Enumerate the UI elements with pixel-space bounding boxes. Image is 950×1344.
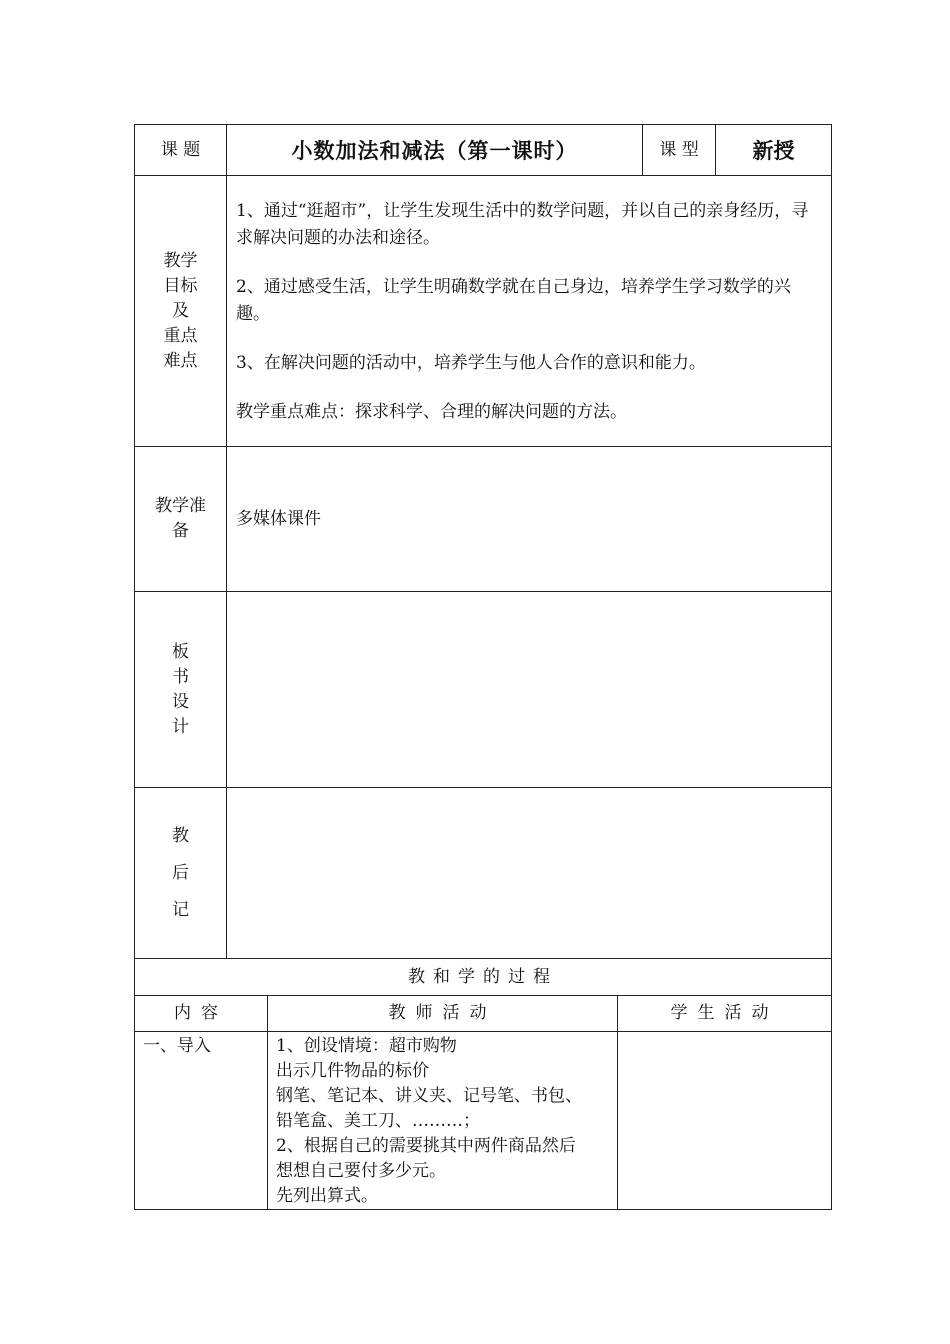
- process-title: 教和学的过程: [135, 959, 832, 996]
- goals-row: [135, 176, 832, 447]
- goal-item-3: 3、在解决问题的活动中，培养学生与他人合作的意识和能力。: [236, 353, 706, 373]
- process-column-headers: [135, 996, 832, 1032]
- process-row: [135, 1032, 832, 1210]
- process-table: [134, 958, 832, 1210]
- column-student-activity: 学生活动: [618, 996, 832, 1032]
- goals-content: [227, 176, 832, 447]
- topic-label: 课 题: [135, 125, 227, 176]
- board-design-label: 板 书 设 计: [135, 592, 227, 788]
- goals-label: 教学 目标 及 重点 难点: [135, 176, 227, 447]
- type-value: 新授: [716, 125, 832, 176]
- preparation-label: 教学准 备: [135, 447, 227, 592]
- preparation-content: 多媒体课件: [227, 447, 832, 592]
- column-teacher-activity: 教师活动: [268, 996, 618, 1032]
- process-row-teacher: 1、创设情境：超市购物 出示几件物品的标价 钢笔、笔记本、讲义夹、记号笔、书包、 铅笔盒、美工刀、………； 2、根据自己的需要挑其中两件商品然后 想想自己要付多少元。 先列出算式。: [268, 1032, 618, 1210]
- column-content: 内容: [135, 996, 268, 1032]
- goal-item-2: 2、通过感受生活，让学生明确数学就在自己身边，培养学生学习数学的兴趣。: [236, 277, 791, 324]
- process-row-content: 一、导入: [135, 1032, 268, 1210]
- header-row: [135, 125, 832, 176]
- lesson-plan-sheet: [134, 124, 831, 1210]
- type-label: 课 型: [643, 125, 716, 176]
- board-design-row: [135, 592, 832, 788]
- process-title-row: [135, 959, 832, 996]
- process-row-student: [618, 1032, 832, 1210]
- key-difficulty: 教学重点难点：探求科学、合理的解决问题的方法。: [236, 402, 627, 422]
- preparation-row: [135, 447, 832, 592]
- afterword-label: 教 后 记: [135, 788, 227, 959]
- lesson-info-table: [134, 124, 832, 959]
- lesson-title: 小数加法和减法（第一课时）: [227, 125, 643, 176]
- goal-item-1: 1、通过“逛超市”，让学生发现生活中的数学问题，并以自己的亲身经历，寻求解决问题的办法和途径。: [236, 201, 809, 248]
- afterword-row: [135, 788, 832, 959]
- board-design-content: [227, 592, 832, 788]
- afterword-content: [227, 788, 832, 959]
